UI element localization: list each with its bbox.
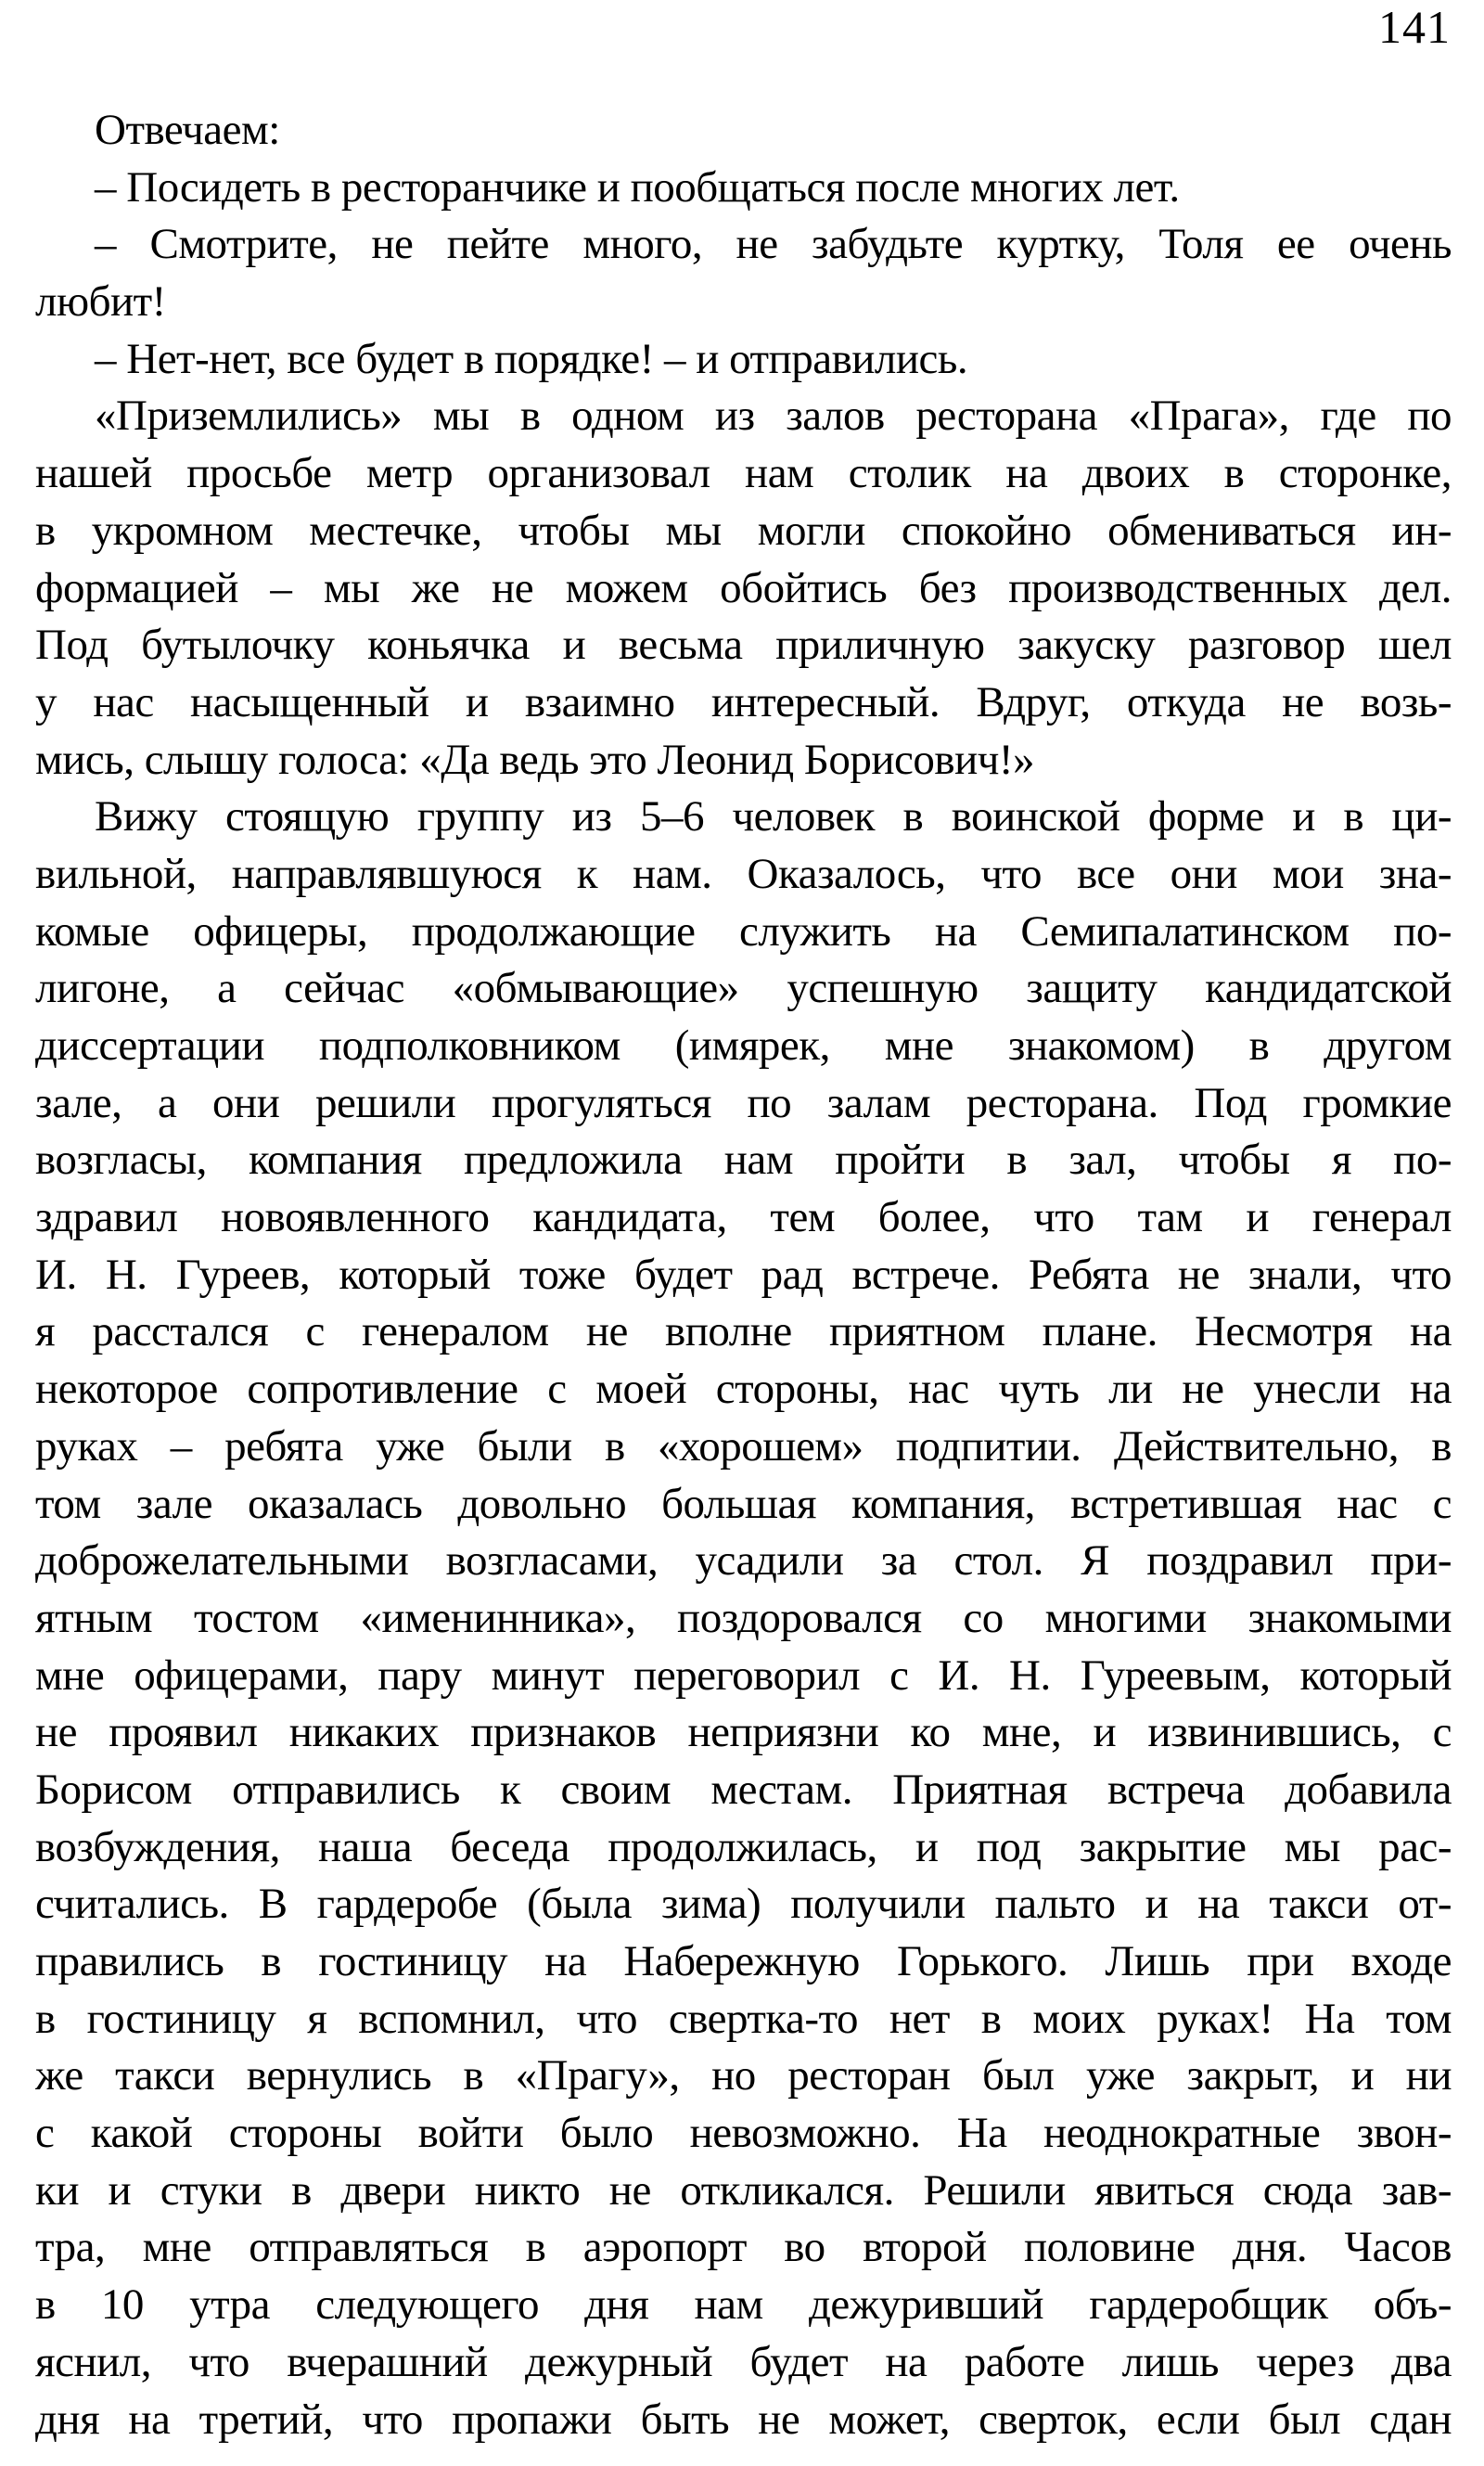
text-line: Отвечаем: [95, 106, 280, 154]
text-line: в 10 утра следующего дня нам дежуривший гардеробщик объ- [35, 2280, 1452, 2330]
text-line: ятным тостом «именинника», поздоровался со многими знакомыми [35, 1593, 1452, 1642]
text-line: у нас насыщенный и взаимно интересный. Вдруг, откуда не возь- [35, 677, 1452, 726]
text-line: дня на третий, что пропажи быть не может, сверток, если был сдан [35, 2395, 1452, 2444]
text-line: здравил новоявленного кандидата, тем более, что там и генерал [35, 1193, 1452, 1242]
text-line: возгласы, компания предложила нам пройти в зал, чтобы я по- [35, 1136, 1452, 1185]
text-line: диссертации подполковником (имярек, мне знакомом) в другом [35, 1021, 1452, 1070]
text-line: любит! [35, 277, 166, 327]
text-line: же такси вернулись в «Прагу», но ресторан был уже закрыт, и ни [35, 2051, 1452, 2100]
text-line: не проявил никаких признаков неприязни ко мне, и извинившись, с [35, 1708, 1452, 1757]
text-line: считались. В гардеробе (была зима) получили пальто и на такси от- [35, 1880, 1452, 1929]
text-line: яснил, что вчерашний дежурный будет на работе лишь через два [35, 2337, 1452, 2386]
text-line: правились в гостиницу на Набережную Горького. Лишь при входе [35, 1937, 1452, 1985]
text-line: – Смотрите, не пейте много, не забудьте куртку, Толя ее очень [95, 220, 1452, 269]
text-line: в укромном местечке, чтобы мы могли спокойно обмениваться ин- [35, 506, 1452, 555]
text-line: руках – ребята уже были в «хорошем» подпитии. Действительно, в [35, 1421, 1452, 1471]
text-line: возбуждения, наша беседа продолжилась, и под закрытие мы рас- [35, 1822, 1452, 1871]
text-line: ки и стуки в двери никто не откликался. Решили явиться сюда зав- [35, 2165, 1452, 2215]
text-line: нашей просьбе метр организовал нам столик на двоих в сторонке, [35, 449, 1452, 498]
text-line: «Приземлились» мы в одном из залов ресторана «Прага», где по [95, 392, 1452, 441]
text-line: мись, слышу голоса: «Да ведь это Леонид Борисович!» [35, 735, 1035, 784]
text-line: некоторое сопротивление с моей стороны, нас чуть ли не унесли на [35, 1365, 1452, 1414]
text-line: вильной, направлявшуюся к нам. Оказалось, что все они мои зна- [35, 849, 1452, 898]
text-line: Под бутылочку коньячка и весьма приличную закуску разговор шел [35, 621, 1452, 670]
text-line: том зале оказалась довольно большая компания, встретившая нас с [35, 1479, 1452, 1528]
body-text [35, 102, 1452, 2448]
text-line: Борисом отправились к своим местам. Приятная встреча добавила [35, 1765, 1452, 1814]
text-line: Вижу стоящую группу из 5–6 человек в воинской форме и в ци- [95, 792, 1452, 841]
text-line: – Посидеть в ресторанчике и пообщаться после многих лет. [95, 162, 1180, 212]
text-line: лигоне, а сейчас «обмывающие» успешную защиту кандидатской [35, 964, 1452, 1013]
text-line: комые офицеры, продолжающие служить на Семипалатинском по- [35, 906, 1452, 956]
text-line: зале, а они решили прогуляться по залам ресторана. Под громкие [35, 1078, 1452, 1127]
text-line: я расстался с генералом не вполне приятном плане. Несмотря на [35, 1307, 1452, 1356]
text-line: И. Н. Гуреев, который тоже будет рад встрече. Ребята не знали, что [35, 1250, 1452, 1299]
text-line: тра, мне отправляться в аэропорт во второй половине дня. Часов [35, 2223, 1452, 2272]
text-line: – Нет-нет, все будет в порядке! – и отправились. [95, 334, 968, 383]
text-line: доброжелательными возгласами, усадили за стол. Я поздравил при- [35, 1536, 1452, 1586]
text-line: в гостиницу я вспомнил, что свертка-то нет в моих руках! На том [35, 1994, 1452, 2043]
page-number: 141 [1378, 1, 1451, 53]
text-line: мне офицерами, пару минут переговорил с И. Н. Гуреевым, который [35, 1650, 1452, 1700]
text-line: с какой стороны войти было невозможно. На неоднократные звон- [35, 2109, 1452, 2158]
text-line: формацией – мы же не можем обойтись без производственных дел. [35, 563, 1452, 612]
